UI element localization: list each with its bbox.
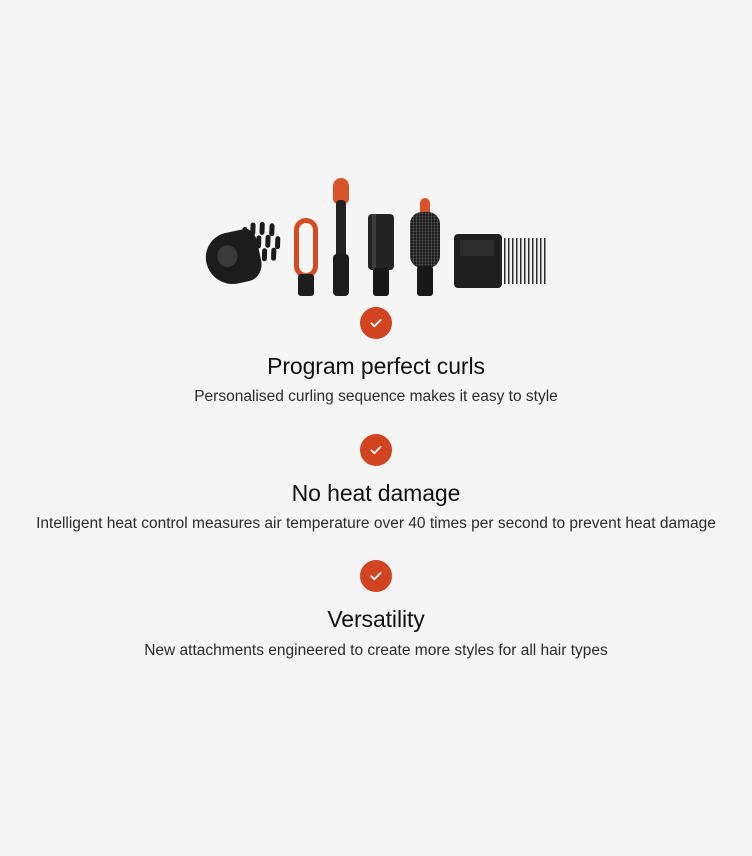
comb-teeth — [500, 238, 546, 284]
feature-list — [0, 300, 752, 687]
diffuser-attachment — [206, 218, 282, 294]
feature-item — [0, 560, 752, 661]
smoothing-barrel-attachment — [368, 214, 394, 296]
curling-wand-shaft — [336, 200, 346, 258]
feature-description: Personalised curling sequence makes it easy to style — [194, 388, 558, 406]
comb-body — [454, 234, 502, 288]
pre-styling-dryer-attachment — [294, 218, 318, 296]
check-icon — [360, 307, 392, 339]
round-brush-base — [417, 266, 433, 296]
feature-title: Program perfect curls — [267, 353, 485, 379]
smoothing-barrel-tube — [368, 214, 394, 270]
feature-description: Intelligent heat control measures air temperature over 40 times per second to prevent heat damage — [36, 515, 716, 533]
pre-styling-dryer-base — [298, 274, 314, 296]
feature-title: Versatility — [327, 606, 425, 633]
round-volumising-brush-attachment — [410, 198, 440, 296]
check-icon — [360, 434, 392, 466]
attachments-group — [206, 160, 546, 300]
product-image — [0, 160, 752, 300]
check-icon — [360, 560, 392, 592]
feature-item — [0, 307, 752, 408]
feature-description: New attachments engineered to create more styles for all hair types — [144, 641, 608, 659]
wide-tooth-comb-attachment — [454, 230, 546, 292]
curling-wand-attachment — [330, 178, 352, 296]
smoothing-barrel-base — [373, 268, 389, 296]
round-brush-bristles — [410, 212, 440, 268]
curling-wand-base — [333, 254, 349, 296]
feature-item — [0, 434, 752, 535]
feature-title: No heat damage — [291, 479, 461, 506]
pre-styling-dryer-body — [294, 218, 318, 278]
